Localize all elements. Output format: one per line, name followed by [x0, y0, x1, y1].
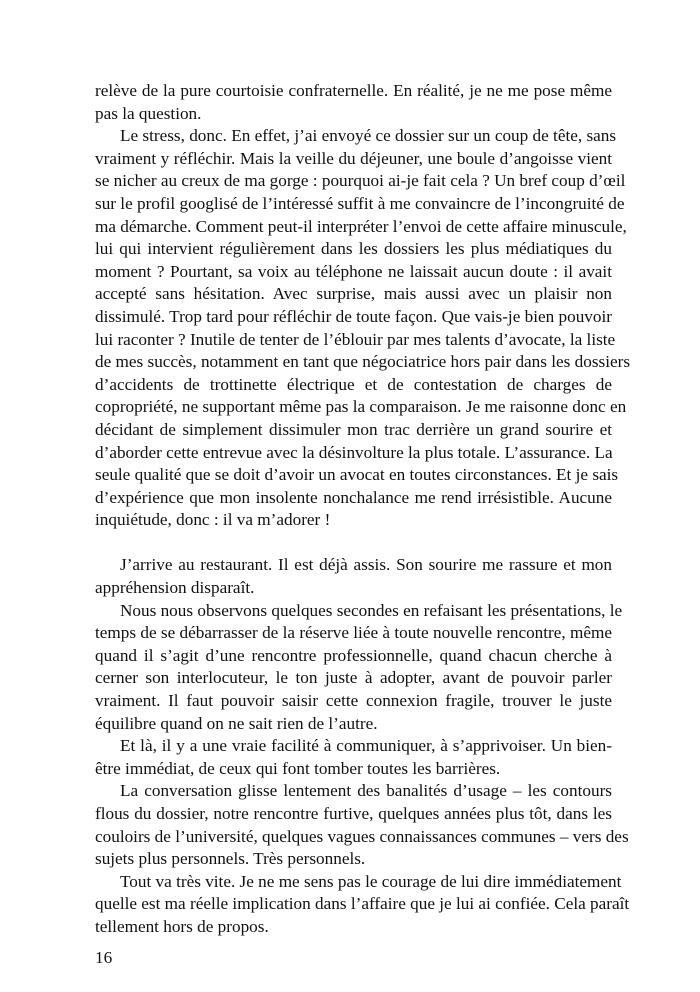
section-break — [95, 532, 612, 555]
text-line: couloirs de l’université, quelques vagues connaissances communes – vers des — [95, 826, 629, 846]
text-line: lui qui intervient régulièrement dans les dossiers les plus médiatiques du — [95, 239, 612, 259]
text-line: être immédiat, de ceux qui font tomber toutes les barrières. — [95, 758, 501, 778]
text-line: lui raconter ? Inutile de tenter de l’éblouir par mes talents d’avocate, la liste — [95, 329, 616, 349]
text-line: moment ? Pourtant, sa voix au téléphone ne laissait aucun doute : il avait — [95, 261, 612, 281]
text-line: accepté sans hésitation. Avec surprise, mais aussi avec un plaisir non — [95, 284, 612, 304]
text-line: d’expérience que mon insolente nonchalance me rend irrésistible. Aucune — [95, 487, 612, 507]
body-text — [95, 80, 631, 939]
paragraph — [95, 735, 612, 780]
text-line: sujets plus personnels. Très personnels. — [95, 849, 366, 869]
text-line: Et là, il y a une vraie facilité à communiquer, à s’apprivoiser. Un bien- — [120, 736, 612, 756]
paragraph — [95, 600, 623, 736]
text-line: temps de se débarrasser de la réserve liée à toute nouvelle rencontre, même — [95, 623, 612, 643]
text-line: tellement hors de propos. — [95, 916, 269, 936]
text-line: sur le profil googlisé de l’intéressé suffit à me convaincre de l’incongruité de — [95, 193, 625, 213]
paragraph — [95, 80, 612, 125]
text-line: pas la question. — [95, 103, 202, 123]
text-line: J’arrive au restaurant. Il est déjà assis. Son sourire me rassure et mon — [120, 555, 612, 575]
text-line: de mes succès, notamment en tant que négociatrice hors pair dans les dossiers — [95, 352, 631, 372]
text-line: ma démarche. Comment peut-il interpréter l’envoi de cette affaire minuscule, — [95, 216, 627, 236]
text-line: La conversation glisse lentement des banalités d’usage – les contours — [120, 781, 612, 801]
text-line: inquiétude, donc : il va m’adorer ! — [95, 510, 331, 530]
text-line: dissimulé. Trop tard pour réfléchir de toute façon. Que vais-je bien pouvoir — [95, 306, 612, 326]
text-line: d’aborder cette entrevue avec la désinvolture la plus totale. L’assurance. La — [95, 442, 613, 462]
text-line: appréhension disparaît. — [95, 578, 255, 598]
text-line: Tout va très vite. Je ne me sens pas le courage de lui dire immédiatement — [120, 871, 622, 891]
text-line: Nous nous observons quelques secondes en refaisant les présentations, le — [120, 600, 623, 620]
text-line: se nicher au creux de ma gorge : pourquoi ai-je fait cela ? Un bref coup d’œil — [95, 171, 626, 191]
paragraph — [95, 780, 629, 870]
text-line: copropriété, ne supportant même pas la comparaison. Je me raisonne donc en — [95, 397, 627, 417]
text-line: quand il s’agit d’une rencontre professionnelle, quand chacun cherche à — [95, 645, 612, 665]
text-line: flous du dossier, notre rencontre furtive, quelques années plus tôt, dans les — [95, 804, 612, 823]
paragraph — [95, 871, 630, 939]
text-line: vraiment. Il faut pouvoir saisir cette connexion fragile, trouver le juste — [95, 691, 612, 711]
page-number: 16 — [95, 948, 113, 967]
text-line: équilibre quand on ne sait rien de l’autre. — [95, 713, 378, 733]
text-line: relève de la pure courtoisie confraternelle. En réalité, je ne me pose même — [95, 81, 612, 100]
text-line: décidant de simplement dissimuler mon trac derrière un grand sourire et — [95, 419, 612, 439]
paragraph — [95, 125, 631, 532]
text-line: Le stress, donc. En effet, j’ai envoyé ce dossier sur un coup de tête, sans — [120, 126, 617, 146]
text-line: vraiment y réfléchir. Mais la veille du déjeuner, une boule d’angoisse vient — [95, 148, 612, 168]
text-line: seule qualité que se doit d’avoir un avocat en toutes circonstances. Et je sais — [95, 465, 619, 485]
paragraph — [95, 554, 612, 599]
text-line: d’accidents de trottinette électrique et de contestation de charges de — [95, 374, 612, 394]
text-line: cerner son interlocuteur, le ton juste à adopter, avant de pouvoir parler — [95, 668, 612, 688]
text-line: quelle est ma réelle implication dans l’affaire que je lui ai confiée. Cela paraît — [95, 894, 630, 914]
